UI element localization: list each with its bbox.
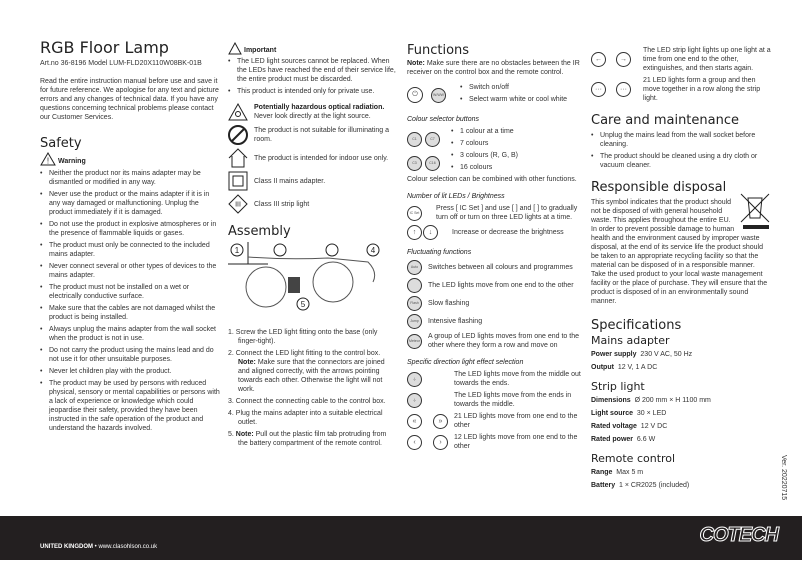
footer-url: www.clasohlson.co.uk [98,544,158,550]
footer [0,516,802,560]
indoor-use-icon [228,148,248,168]
assembly-step [228,430,398,448]
fluctuating-item [407,296,582,311]
spec-label: Rated power [591,436,634,443]
assembly-step [228,328,398,346]
spec-value: 230 V AC, 50 Hz [640,351,693,358]
list-item: • The product may be used by persons with reduced physical, sensory or mental capabilities or persons with a lack of experience or knowledge which could jeopardise their safety, provided they have been instructed in the safe operation of the product and understand the hazards involved. [40,379,220,433]
fluctuating-list [407,260,582,350]
class-ii-icon [228,171,248,191]
fluctuating-item [407,332,582,350]
right-21-icon: » [433,414,448,429]
spec-value: 6.6 W [636,436,656,443]
flash-button-icon: Flash [407,296,422,311]
spec-row [591,363,771,372]
list-item: • The product must only be connected to the included mains adapter. [40,241,220,259]
assembly-step [228,349,398,394]
important-icon [228,42,242,55]
fluctuating-text: The LED lights move from one end to the other [428,282,574,289]
safety-heading: Safety [40,136,82,151]
ic-set-icon: IC Set [407,206,422,221]
colour-heading: Colour selector buttons [407,116,479,123]
list-item: • Neither the product nor its mains adapter may be dismantled or modified in any way. [40,169,220,187]
c16-button-icon: C16 [425,156,440,171]
arrow-text: The LED strip light lights up one light at a time from one end to the other, extinguishes, and then starts again. [643,47,771,72]
fluctuating-item [407,314,582,329]
c3-button-icon: C3 [407,156,422,171]
svg-text:!: ! [46,156,50,166]
ends-in-icon: -|- [407,393,422,408]
ww-button-icon: W/WW [431,88,446,103]
list-item: • Never connect several or other types of devices to the mains adapter. [40,262,220,280]
list-item: • Make sure that the cables are not damaged whilst the product is being installed. [40,304,220,322]
note-text: Make sure that the connectors are joined and aligned correctly, with the arrows pointing towards each other. Otherwise the light will not work. [238,359,385,393]
right-12-icon: › [433,435,448,450]
spec-group-title: Mains adapter [591,334,670,347]
fluctuating-text: Switches between all colours and programmes [428,264,573,271]
direction-text: The LED lights move from the ends in towards the middle. [454,392,572,408]
warning-label: Warning [58,158,86,165]
fluctuating-text: Intensive flashing [428,318,483,325]
step-number: 2. [228,350,234,357]
specs-heading: Specifications [591,318,682,333]
functions-heading: Functions [407,43,470,58]
assembly-heading: Assembly [228,224,291,239]
disposal-heading: Responsible disposal [591,180,727,195]
fluctuating-item [407,278,582,293]
list-item: • Never let children play with the product. [40,367,220,376]
middle-out-icon: -|- [407,372,422,387]
step-text: Connect the LED light fitting to the control box. [235,350,381,357]
column-4 [591,46,771,494]
spec-row [591,422,771,431]
assembly-diagram [228,242,398,322]
jump-button-icon: Jump [407,314,422,329]
spec-row [591,481,771,490]
assembly-step [228,397,398,406]
list-item: • 3 colours (R, G, B) [451,151,518,160]
brightness-heading: Number of lit LEDs / Brightness [407,193,505,200]
arrow-left-icon: ← [591,52,606,67]
symbol-text: The product is intended for indoor use only. [254,154,389,162]
spec-value: 12 V, 1 A DC [617,364,658,371]
fluctuating-item [407,260,582,275]
cotech-logo: COTECH [699,524,778,546]
arrow-up-icon: ↑ [407,225,422,240]
optical-radiation-icon [228,102,248,122]
list-item: • The product should be cleaned using a dry cloth or vacuum cleaner. [591,152,771,170]
list-item: • This product is intended only for private use. [228,87,398,96]
column-1 [40,39,220,436]
spec-value: Ø 200 mm × H 1100 mm [634,397,711,404]
symbol-text: Never look directly at the light source. [254,113,371,120]
assembly-steps [228,328,398,448]
arrow-right-icon: → [616,52,631,67]
care-heading: Care and maintenance [591,113,739,128]
spec-label: Dimensions [591,397,631,404]
group-right-icon: ··· [616,82,631,97]
fluctuating-text: A group of LED lights moves from one end to the other where they form a row and move on [428,333,579,349]
spec-label: Light source [591,410,634,417]
spec-label: Battery [591,482,616,489]
footer-contact [40,543,157,552]
important-list [228,57,398,96]
meteor-button-icon: Meteor [407,334,422,349]
colour-note: Colour selection can be combined with other functions. [407,176,577,183]
article-number: Art.no 36-8196 Model LUM-FLD20X110W08BK-01B [40,60,202,67]
page-title: RGB Floor Lamp [40,38,169,57]
spec-label: Power supply [591,351,637,358]
step-number: 1. [228,329,234,336]
list-item: • Always unplug the mains adapter from the wall socket when the product is not in use. [40,325,220,343]
c1-button-icon: C1 [407,132,422,147]
no-room-illumination-icon [228,125,248,145]
footer-country: UNITED KINGDOM [40,544,93,550]
step-text: Plug the mains adapter into a suitable electrical outlet. [235,410,383,426]
spec-group-title: Strip light [591,380,645,393]
list-item: • Switch on/off [460,83,567,92]
note-label: Note: [235,431,254,438]
auto-button-icon: Auto [407,260,422,275]
callout-4: 4 [370,246,376,255]
note-text: Make sure there are no obstacles between the IR receiver on the control box and the remote control. [407,60,580,76]
arrow-text: 21 LED lights form a group and then move together in a row along the strip light. [643,77,761,102]
list-item: • Do not carry the product using the mains lead and do not use it for other unsuitable purposes. [40,346,220,364]
spec-row [591,468,771,477]
spec-group-title: Remote control [591,452,676,465]
spec-label: Output [591,364,614,371]
power-icon: ⏻ [407,87,423,103]
disposal-text: This symbol indicates that the product should not be disposed of with general household waste. This applies throughout the entire EU. In order to prevent possible damage to human health and the environment caused by improper waste disposal, at the end of its service life the product should be taken to an appropriate recycling facility so that the material can be disposed of in a responsible manner. Take the used product to your local waste management facility or the place of purchase. They will ensure that the product is disposed of in an environmentally sound manner. [591,199,768,305]
warning-icon [40,152,56,166]
spec-value: 1 × CR2025 (included) [619,482,690,489]
spec-row [591,435,771,444]
callout-5: 5 [300,300,306,309]
brightness-text: Increase or decrease the brightness [452,229,564,236]
group-left-icon: ··· [591,82,606,97]
list-item: • Never use the product or the mains adapter if it is in any way damaged or malfunctioning. Unplug the product immediately if it is damaged. [40,190,220,217]
list-item: • The product must not be installed on a wet or electrically conductive surface. [40,283,220,301]
spec-row [591,409,771,418]
step-text: Screw the LED light fitting onto the base (only finger-tight). [235,329,378,345]
note-text: Pull out the plastic film tab protruding from the battery compartment of the remote control. [238,431,387,447]
important-label: Important [244,47,277,54]
spec-row [591,396,771,405]
list-item: • Do not use the product in explosive atmospheres or in the presence of flammable liquids or gases. [40,220,220,238]
symbol-text: Class II mains adapter. [254,177,326,185]
ic-set-text: Press [ IC Set ] and use [ ] and [ ] to gradually turn off or turn on three LED lights at a time. [436,205,578,221]
direction-text: 21 LED lights move from one end to the other [454,413,578,429]
specs [591,334,771,490]
callout-1: 1 [234,246,240,255]
intro-text: Read the entire instruction manual before use and save it for future reference. We apologise for any text and picture errors and any changes of technical data. If you have any questions concerning technical problems please contact our Customer Services. [40,78,219,121]
spec-label: Range [591,469,613,476]
weee-bin-icon [739,192,771,230]
separator: • [93,544,99,550]
list-item: • Unplug the mains lead from the wall socket before cleaning. [591,131,771,149]
direction-heading: Specific direction light effect selection [407,359,524,366]
safety-list [40,169,220,433]
spec-value: 30 × LED [636,410,667,417]
class-iii-icon [228,194,248,214]
assembly-step [228,409,398,427]
spec-value: Max 5 m [616,469,644,476]
column-2 [228,42,398,451]
list-item: • 1 colour at a time [451,127,514,136]
step-number: 3. [228,398,234,405]
list-item: • 7 colours [451,139,514,148]
symbol-title: Potentially hazardous optical radiation. [254,104,385,111]
step-number: 4. [228,410,234,417]
spec-value: 12 V DC [640,423,668,430]
step-text: Connect the connecting cable to the control box. [235,398,386,405]
list-item: • 16 colours [451,163,518,172]
arrow-down-icon: ↓ [423,225,438,240]
direction-text: The LED lights move from the middle out towards the ends. [454,371,581,387]
symbol-text: Class III strip light [254,200,310,208]
wave-button-icon [407,278,422,293]
left-12-icon: ‹ [407,435,422,450]
fluctuating-text: Slow flashing [428,300,470,307]
left-21-icon: « [407,414,422,429]
fluctuating-heading: Fluctuating functions [407,249,472,256]
power-list [460,83,567,107]
list-item: • Select warm white or cool white [460,95,567,104]
svg-text:III: III [235,201,241,209]
spec-label: Rated voltage [591,423,637,430]
note-label: Note: [238,359,256,366]
c7-button-icon: C7 [425,132,440,147]
column-3 [407,43,582,454]
version: Ver. 20220715 [780,455,787,501]
step-number: 5. [228,431,234,438]
direction-text: 12 LED lights move from one end to the other [454,434,578,450]
list-item: • The LED light sources cannot be replaced. When the LEDs have reached the end of their service life, the entire product must be discarded. [228,57,398,84]
care-list [591,131,771,170]
spec-row [591,350,771,359]
symbol-text: The product is not suitable for illuminating a room. [254,127,390,143]
note-label: Note: [407,60,425,67]
